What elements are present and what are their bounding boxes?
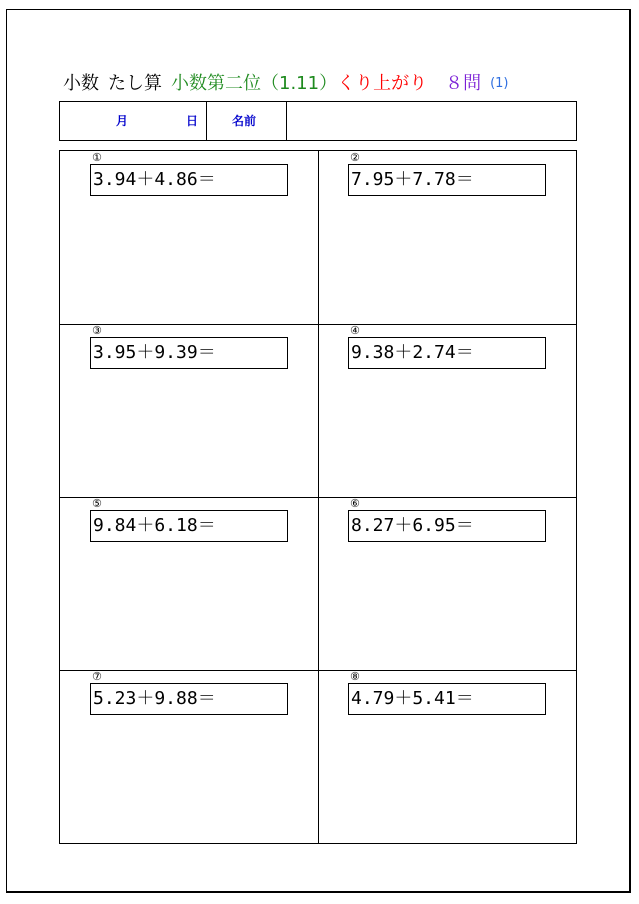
problem-number: ⑥ — [350, 497, 360, 510]
day-label: 日 — [186, 114, 199, 128]
divider — [206, 102, 207, 140]
problem-number: ⑧ — [350, 670, 360, 683]
problem-cell[interactable] — [318, 151, 576, 324]
title-subject: 小数 — [63, 73, 99, 94]
problem-expression: 8.27＋6.95＝ — [348, 510, 546, 542]
problem-cell[interactable] — [60, 324, 318, 497]
title-sheet-number: (1) — [490, 76, 509, 91]
problem-cell[interactable] — [318, 324, 576, 497]
title-carry: くり上がり — [337, 73, 428, 94]
title-count: ８問 — [445, 73, 482, 94]
name-label: 名前 — [232, 114, 257, 128]
problem-number: ③ — [92, 324, 102, 337]
problem-expression: 9.84＋6.18＝ — [90, 510, 288, 542]
problem-number: ⑦ — [92, 670, 102, 683]
problem-expression: 4.79＋5.41＝ — [348, 683, 546, 715]
name-field[interactable] — [287, 102, 576, 140]
worksheet-title — [63, 71, 509, 97]
problem-expression: 9.38＋2.74＝ — [348, 337, 546, 369]
problem-grid — [59, 150, 577, 844]
problem-cell[interactable] — [318, 670, 576, 843]
problem-expression: 3.95＋9.39＝ — [90, 337, 288, 369]
title-level: 小数第二位（1.11） — [171, 73, 338, 94]
name-date-bar — [59, 101, 577, 141]
problem-number: ⑤ — [92, 497, 102, 510]
problem-expression: 5.23＋9.88＝ — [90, 683, 288, 715]
title-operation: たし算 — [108, 73, 162, 94]
problem-cell[interactable] — [318, 497, 576, 670]
problem-expression: 7.95＋7.78＝ — [348, 164, 546, 196]
problem-cell[interactable] — [60, 670, 318, 843]
problem-expression: 3.94＋4.86＝ — [90, 164, 288, 196]
problem-number: ① — [92, 151, 102, 164]
problem-number: ② — [350, 151, 360, 164]
problem-cell[interactable] — [60, 151, 318, 324]
month-label: 月 — [116, 114, 129, 128]
problem-number: ④ — [350, 324, 360, 337]
problem-cell[interactable] — [60, 497, 318, 670]
